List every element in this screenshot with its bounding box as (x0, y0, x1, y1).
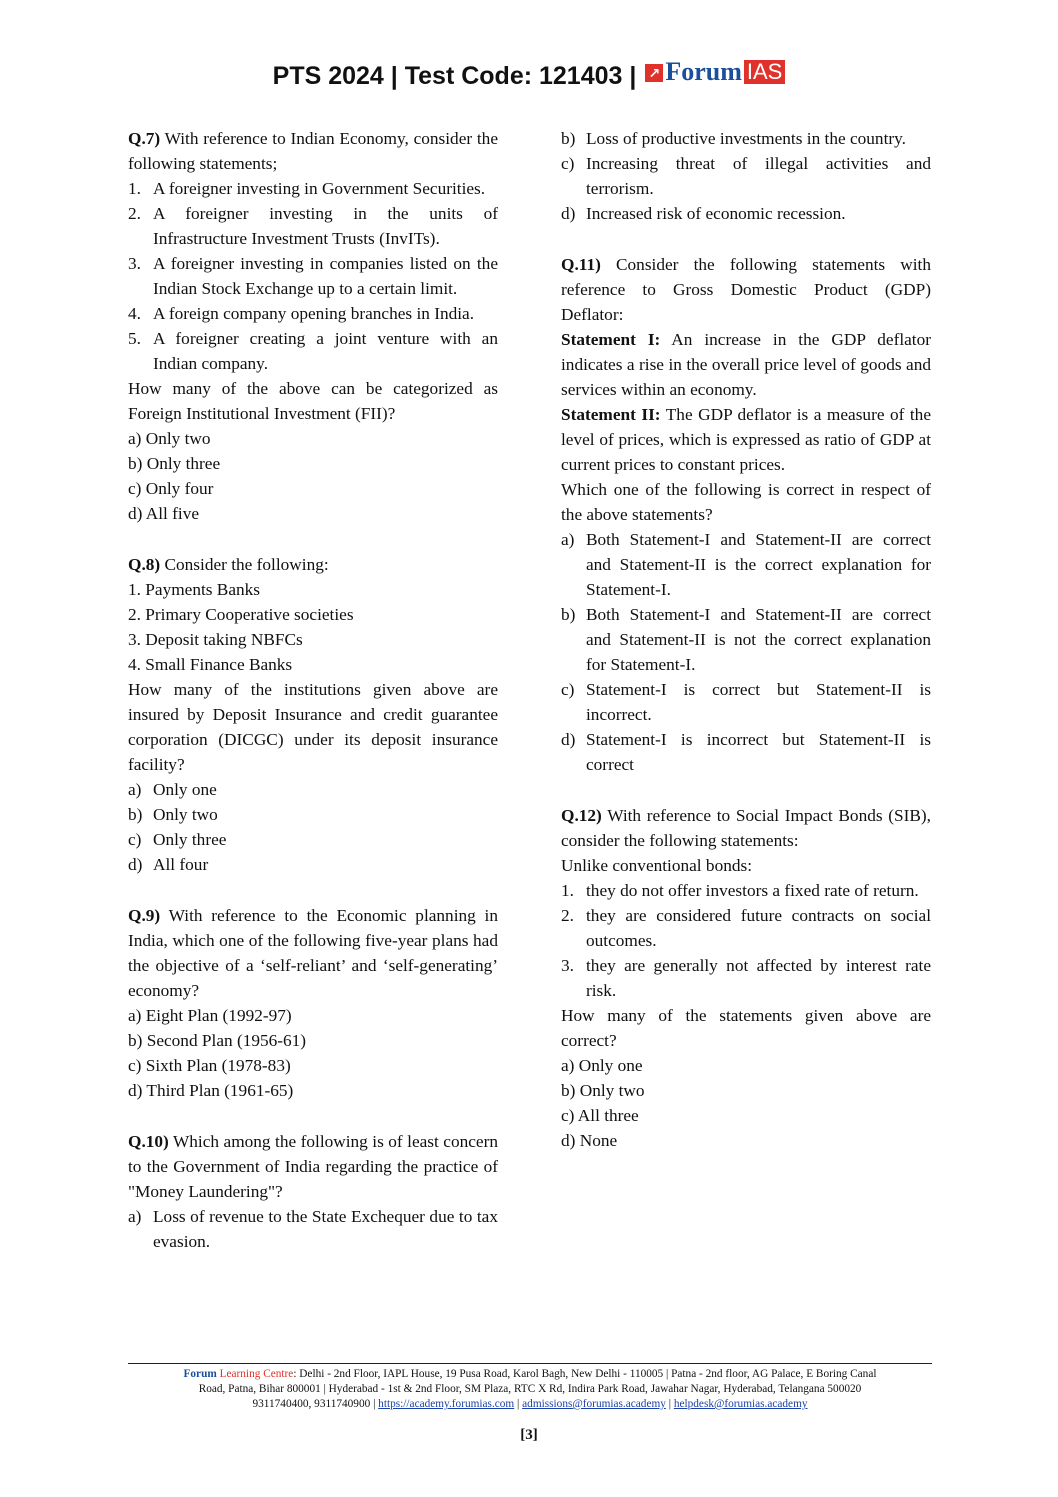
statement-one: Statement I: An increase in the GDP deflator indicates a rise in the overall price level of goods and services within an economy. (561, 330, 931, 399)
answer-option: c) Statement-I is correct but Statement-II is incorrect. (561, 680, 931, 724)
admissions-email-link[interactable]: admissions@forumias.academy (522, 1398, 666, 1410)
statement-item: 1. A foreigner investing in Government Securities. (128, 179, 486, 198)
question-ask: How many of the institutions given above are insured by Deposit Insurance and credit guarantee corporation (DICGC) under its deposit insurance facility? (128, 680, 498, 774)
footer-learning-centre: Learning Centre (219, 1368, 294, 1380)
right-column (561, 126, 931, 1153)
statement-item: 1. they do not offer investors a fixed rate of return. (561, 881, 919, 900)
question-label: Q.12) (561, 806, 602, 825)
question-10-continued (561, 126, 931, 226)
answer-option: b) Second Plan (1956-61) (128, 1031, 307, 1050)
answer-option: d) Third Plan (1961-65) (128, 1081, 294, 1100)
answer-option: d) Statement-I is incorrect but Statement-II is correct (561, 730, 931, 774)
question-label: Q.11) (561, 255, 601, 274)
footer-forum: Forum (183, 1368, 217, 1380)
question-stem: With reference to the Economic planning in India, which one of the following five-year plans had the objective of a ‘self-reliant’ and ‘self-generating’ economy? (128, 906, 499, 1000)
left-column (128, 126, 498, 1254)
question-stem: With reference to Indian Economy, consider the following statements; (128, 129, 498, 173)
question-stem: With reference to Social Impact Bonds (SIB), consider the following statements: (561, 806, 931, 850)
question-9 (128, 903, 498, 1103)
question-7 (128, 126, 498, 526)
answer-option: b) Loss of productive investments in the country. (561, 129, 906, 148)
answer-option: d) None (561, 1131, 618, 1150)
statement-item: 2. A foreigner investing in the units of Infrastructure Investment Trusts (InvITs). (128, 204, 498, 248)
question-intro: Unlike conventional bonds: (561, 856, 753, 875)
question-ask: How many of the statements given above are correct? (561, 1006, 931, 1050)
arrow-up-right-icon: ↗ (645, 64, 663, 82)
answer-option: b) Only two (561, 1081, 645, 1100)
question-ask: How many of the above can be categorized as Foreign Institutional Investment (FII)? (128, 379, 498, 423)
answer-option: a) Eight Plan (1992-97) (128, 1006, 292, 1025)
question-10 (128, 1129, 498, 1254)
question-stem: Consider the following statements with reference to Gross Domestic Product (GDP) Deflator: (561, 255, 931, 324)
question-label: Q.9) (128, 906, 161, 925)
answer-option: b) Only two (128, 805, 218, 824)
question-8 (128, 552, 498, 877)
answer-option: a) Only two (128, 429, 211, 448)
answer-option: c) Sixth Plan (1978-83) (128, 1056, 291, 1075)
answer-option: a) Only one (128, 780, 217, 799)
answer-option: c) Only three (128, 830, 227, 849)
answer-option: b) Both Statement-I and Statement-II are correct and Statement-II is not the correct explanation for Statement-I. (561, 605, 931, 674)
statement-item: 5. A foreigner creating a joint venture with an Indian company. (128, 329, 498, 373)
footer-address-line2: Road, Patna, Bihar 800001 | Hyderabad - 1st & 2nd Floor, SM Plaza, RTC X Rd, Indira Park Road, Jawahar Nagar, Hyderabad, Telangana 500020 (198, 1383, 862, 1395)
statement-item: 4. A foreign company opening branches in India. (128, 304, 475, 323)
question-stem: Consider the following: (164, 555, 329, 574)
statement-item: 3. Deposit taking NBFCs (128, 630, 303, 649)
answer-option: a) Both Statement-I and Statement-II are correct and Statement-II is the correct explanation for Statement-I. (561, 530, 931, 599)
answer-option: c) Only four (128, 479, 214, 498)
question-label: Q.10) (128, 1132, 169, 1151)
statement-item: 3. they are generally not affected by interest rate risk. (561, 956, 931, 1000)
answer-option: d) All five (128, 504, 200, 523)
page-footer: Forum Learning Centre: Delhi - 2nd Floor, IAPL House, 19 Pusa Road, Karol Bagh, New Delhi - 110005 | Patna - 2nd floor, AG Palace, E Boring Canal Road, Patna, Bihar 800001 | Hyderabad - 1st & 2nd Floor, SM Plaza, RTC X Rd, Indira Park Road, Jawahar Nagar, Hyderabad, Telangana 500020 9311740400, 9311740900 | https://academy.forumias.com | admissions@forumias.academy | helpdesk@forumias.academy (128, 1363, 932, 1412)
statement-item: 2. they are considered future contracts on social outcomes. (561, 906, 931, 950)
footer-phones: 9311740400, 9311740900 (252, 1398, 371, 1410)
question-label: Q.7) (128, 129, 161, 148)
page-title: PTS 2024 | Test Code: 121403 | (272, 62, 637, 90)
page-header (0, 57, 1058, 92)
answer-option: b) Only three (128, 454, 221, 473)
page-number: [3] (520, 1427, 538, 1443)
answer-option: d) All four (128, 855, 209, 874)
question-stem: Which among the following is of least concern to the Government of India regarding the practice of "Money Laundering"? (128, 1132, 498, 1201)
statement-item: 2. Primary Cooperative societies (128, 605, 354, 624)
question-ask: Which one of the following is correct in respect of the above statements? (561, 480, 931, 524)
statement-two: Statement II: The GDP deflator is a measure of the level of prices, which is expressed as ratio of GDP at current prices to constant prices. (561, 405, 931, 474)
footer-address-line1: : Delhi - 2nd Floor, IAPL House, 19 Pusa Road, Karol Bagh, New Delhi - 110005 | Patna - 2nd floor, AG Palace, E Boring Canal (293, 1368, 877, 1380)
forumias-logo (645, 57, 785, 92)
statement-item: 4. Small Finance Banks (128, 655, 293, 674)
academy-link[interactable]: https://academy.forumias.com (378, 1398, 515, 1410)
answer-option: a) Loss of revenue to the State Exchequer due to tax evasion. (128, 1207, 498, 1251)
answer-option: c) Increasing threat of illegal activities and terrorism. (561, 154, 931, 198)
question-label: Q.8) (128, 555, 161, 574)
logo-ias-text: IAS (744, 60, 785, 84)
statement-item: 3. A foreigner investing in companies listed on the Indian Stock Exchange up to a certain limit. (128, 254, 498, 298)
question-11 (561, 252, 931, 777)
helpdesk-email-link[interactable]: helpdesk@forumias.academy (673, 1398, 808, 1410)
question-12 (561, 803, 931, 1153)
answer-option: a) Only one (561, 1056, 643, 1075)
statement-item: 1. Payments Banks (128, 580, 261, 599)
answer-option: d) Increased risk of economic recession. (561, 204, 846, 223)
answer-option: c) All three (561, 1106, 639, 1125)
logo-forum-text: Forum (665, 57, 742, 87)
